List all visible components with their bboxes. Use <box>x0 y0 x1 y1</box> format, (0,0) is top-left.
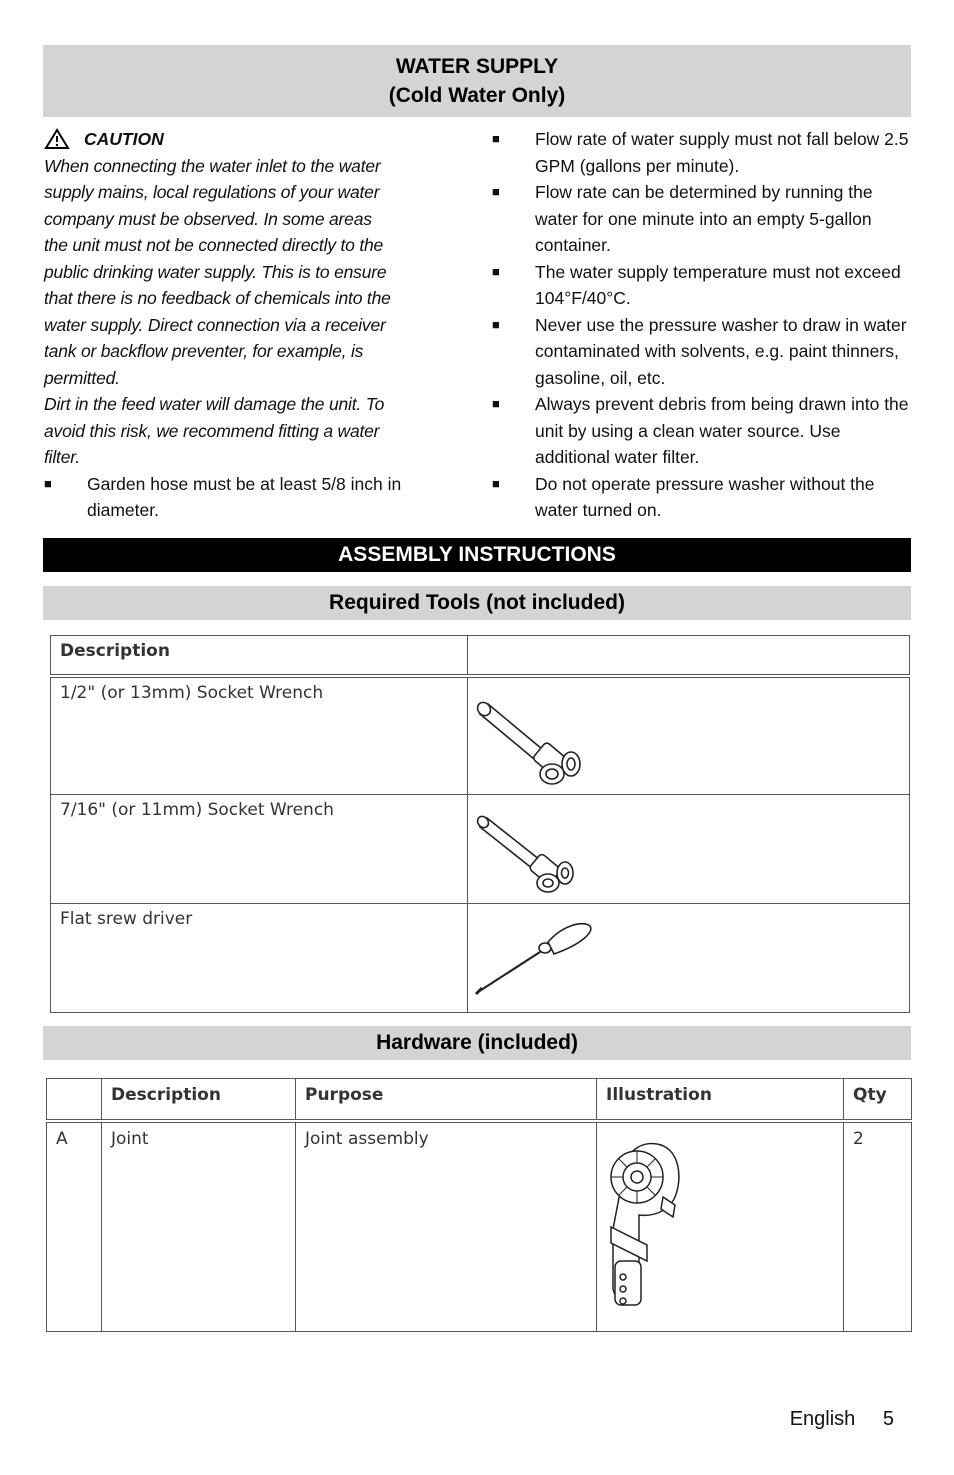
caution-line: filter. <box>44 447 80 467</box>
caution-line: avoid this risk, we recommend fitting a water <box>44 420 380 441</box>
bullet-item: ■ Never use the pressure washer to draw in water contaminated with solvents, e.g. paint thinners, gasoline, oil, etc. <box>492 312 912 392</box>
tool-description: 1/2" (or 13mm) Socket Wrench <box>51 676 468 795</box>
caution-text <box>44 153 444 471</box>
description-header: Description <box>102 1079 296 1122</box>
tool-illustration <box>468 904 910 1013</box>
hardware-id: A <box>47 1121 102 1332</box>
caution-line: that there is no feedback of chemicals into the <box>44 288 391 308</box>
caution-line: permitted. <box>44 367 120 388</box>
table-row <box>51 904 910 1013</box>
bullet-item: ■ Always prevent debris from being drawn into the unit by using a clean water source. Use additional water filter. <box>492 391 912 471</box>
hardware-table <box>46 1078 912 1332</box>
bullet-item: ■ Garden hose must be at least 5/8 inch in diameter. <box>44 471 444 524</box>
purpose-header: Purpose <box>296 1079 597 1122</box>
caution-line: the unit must not be connected directly to the <box>44 235 384 255</box>
caution-line: company must be observed. In some areas <box>44 208 372 229</box>
table-header-row <box>47 1079 912 1122</box>
page-footer <box>790 1408 894 1431</box>
id-header <box>47 1079 102 1122</box>
right-column <box>492 126 912 524</box>
socket-wrench-icon <box>470 805 600 905</box>
bullet-square-icon: ■ <box>492 263 500 279</box>
page-number: 5 <box>882 1408 894 1430</box>
tool-description: 7/16" (or 11mm) Socket Wrench <box>51 795 468 904</box>
bullet-item: ■ Do not operate pressure washer without the water turned on. <box>492 471 912 524</box>
illustration-header <box>468 636 910 677</box>
caution-line: water supply. Direct connection via a receiver <box>44 314 386 335</box>
bullet-item: ■ Flow rate of water supply must not fall below 2.5 GPM (gallons per minute). <box>492 126 912 179</box>
socket-wrench-icon <box>470 688 600 788</box>
bullet-square-icon: ■ <box>492 396 500 411</box>
bullet-item: ■ The water supply temperature must not exceed 104°F/40°C. <box>492 259 912 312</box>
bullet-square-icon: ■ <box>44 475 52 491</box>
water-supply-header <box>43 45 911 117</box>
bullet-item: ■ Flow rate can be determined by running the water for one minute into an empty 5-gallon container. <box>492 179 912 259</box>
qty-header: Qty <box>844 1079 912 1122</box>
table-row <box>51 795 910 904</box>
bullet-square-icon: ■ <box>492 316 500 332</box>
caution-label: CAUTION <box>84 129 164 149</box>
caution-line: public drinking water supply. This is to ensure <box>44 261 387 282</box>
warning-triangle-icon <box>44 128 70 150</box>
hardware-qty: 2 <box>844 1121 912 1332</box>
tool-illustration <box>468 795 910 904</box>
left-column <box>44 126 444 524</box>
screwdriver-icon <box>470 914 600 1014</box>
joint-part-icon <box>603 1137 693 1317</box>
water-supply-subtitle: (Cold Water Only) <box>388 84 566 107</box>
description-header: Description <box>51 636 468 677</box>
table-row <box>51 676 910 795</box>
caution-line: supply mains, local regulations of your water <box>44 182 380 202</box>
hardware-description: Joint <box>102 1121 296 1332</box>
caution-line: Dirt in the feed water will damage the unit. To <box>44 394 385 414</box>
hardware-purpose: Joint assembly <box>296 1121 597 1332</box>
water-supply-title: WATER SUPPLY <box>395 55 559 78</box>
required-tools-header: Required Tools (not included) <box>43 586 911 620</box>
bullet-square-icon: ■ <box>492 184 500 199</box>
required-tools-table <box>50 635 910 1013</box>
table-header-row <box>51 636 910 677</box>
caution-line: When connecting the water inlet to the water <box>44 155 381 176</box>
assembly-header: ASSEMBLY INSTRUCTIONS <box>43 538 911 572</box>
tool-illustration <box>468 676 910 795</box>
hardware-illustration <box>597 1121 844 1332</box>
caution-line: tank or backflow preventer, for example, is <box>44 341 364 361</box>
illustration-header: Illustration <box>597 1079 844 1122</box>
bullet-square-icon: ■ <box>492 475 500 491</box>
bullet-square-icon: ■ <box>492 131 500 146</box>
table-row <box>47 1121 912 1332</box>
hardware-header: Hardware (included) <box>43 1026 911 1060</box>
footer-language: English <box>789 1408 856 1430</box>
tool-description: Flat srew driver <box>51 904 468 1013</box>
caution-heading <box>44 126 444 153</box>
